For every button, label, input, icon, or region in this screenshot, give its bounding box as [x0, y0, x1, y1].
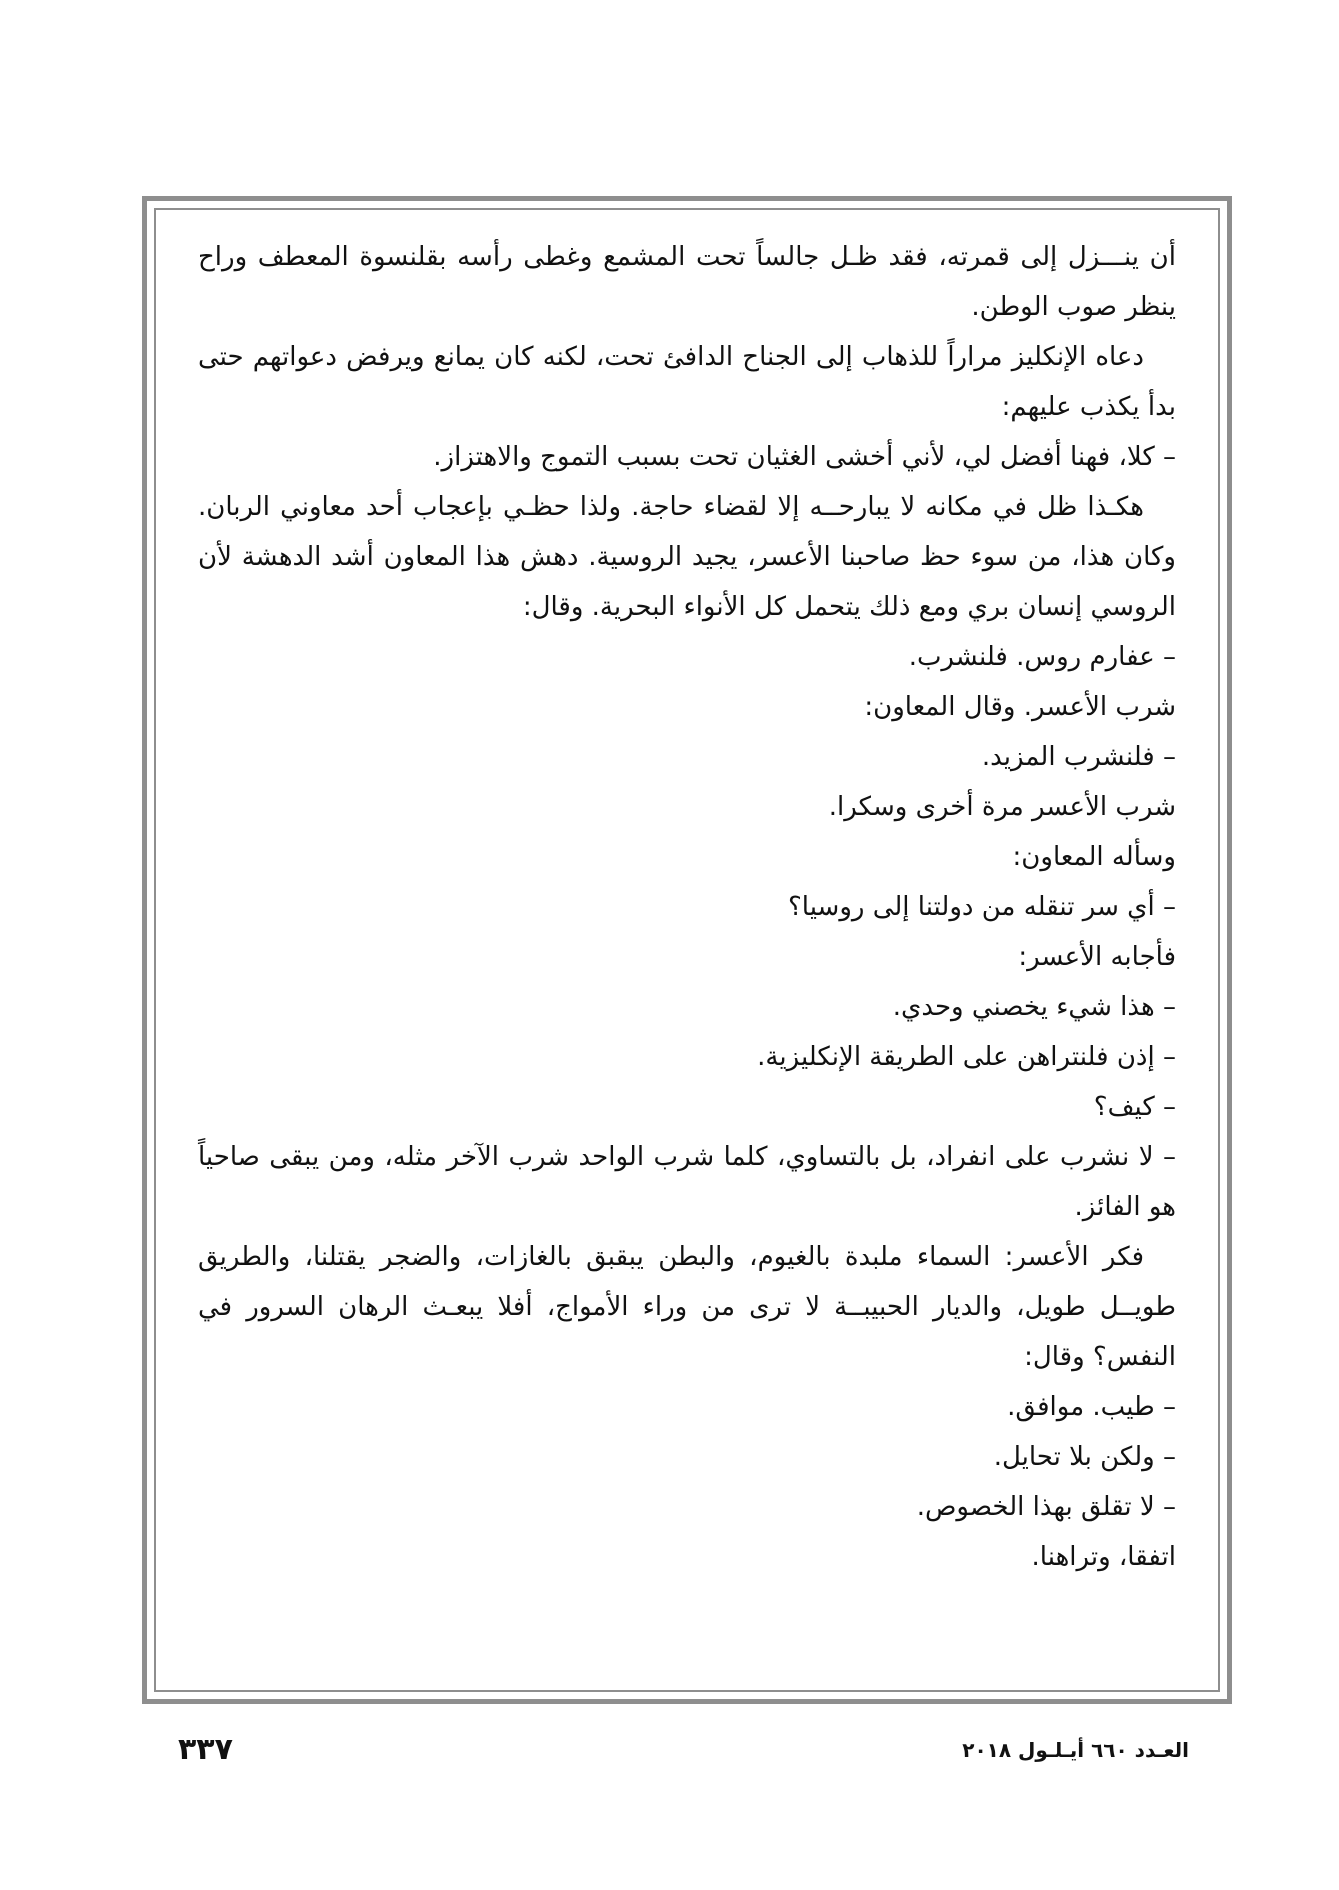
paragraph: شرب الأعسر. وقال المعاون:	[864, 692, 1176, 722]
paragraph: دعاه الإنكليز مراراً للذهاب إلى الجناح الدافئ تحت، لكنه كان يمانع ويرفض دعواتهم حتى بدأ يكذب عليهم:	[198, 342, 1176, 422]
dialogue-line: – ولكن بلا تحايل.	[993, 1442, 1176, 1472]
dialogue-line: – فلنشرب المزيد.	[981, 742, 1176, 772]
dialogue-line: – كلا، فهنا أفضل لي، لأني أخشى الغثيان تحت بسبب التموج والاهتزاز.	[433, 442, 1176, 472]
dialogue-line: – هذا شيء يخصني وحدي.	[892, 992, 1176, 1022]
paragraph: اتفقا، وتراهنا.	[1031, 1542, 1176, 1572]
dialogue-line: – لا نشرب على انفراد، بل بالتساوي، كلما شرب الواحد شرب الآخر مثله، ومن يبقى صاحياً هو الفائز.	[198, 1142, 1176, 1222]
dialogue-line: – كيف؟	[1093, 1092, 1176, 1122]
dialogue-line: – لا تقلق بهذا الخصوص.	[916, 1492, 1176, 1522]
dialogue-line: – طيب. موافق.	[1007, 1392, 1176, 1422]
paragraph: هكـذا ظل في مكانه لا يبارحــه إلا لقضاء حاجة. ولذا حظـي بإعجاب أحد معاوني الربان. وكان هذا، من سوء حظ صاحبنا الأعسر، يجيد الروسية. دهش هذا المعاون أشد الدهشة لأن الروسي إنسان بري ومع ذلك يتحمل كل الأنواء البحرية. وقال:	[198, 492, 1176, 622]
issue-info: العـدد ٦٦٠ أيـلـول ٢٠١٨	[962, 1738, 1189, 1762]
paragraph: وسأله المعاون:	[1012, 842, 1176, 872]
paragraph: شرب الأعسر مرة أخرى وسكرا.	[828, 792, 1176, 822]
paragraph: فكر الأعسر: السماء ملبدة بالغيوم، والبطن يبقبق بالغازات، والضجر يقتلنا، والطريق طويــل طويل، والديار الحبيبــة لا ترى من وراء الأمواج، أفلا يبعـث الرهان السرور في النفس؟ وقال:	[198, 1242, 1176, 1372]
paragraph: أن ينـــزل إلى قمرته، فقد ظـل جالساً تحت المشمع وغطى رأسه بقلنسوة المعطف وراح ينظر صوب الوطن.	[198, 242, 1176, 322]
page-footer	[0, 1732, 1339, 1772]
dialogue-line: – إذن فلنتراهن على الطريقة الإنكليزية.	[757, 1042, 1176, 1072]
article-body	[198, 232, 1176, 1582]
page-number: ٣٣٧	[178, 1732, 233, 1767]
dialogue-line: – أي سر تنقله من دولتنا إلى روسيا؟	[787, 892, 1176, 922]
dialogue-line: – عفارم روس. فلنشرب.	[908, 642, 1176, 672]
paragraph: فأجابه الأعسر:	[1018, 942, 1176, 972]
